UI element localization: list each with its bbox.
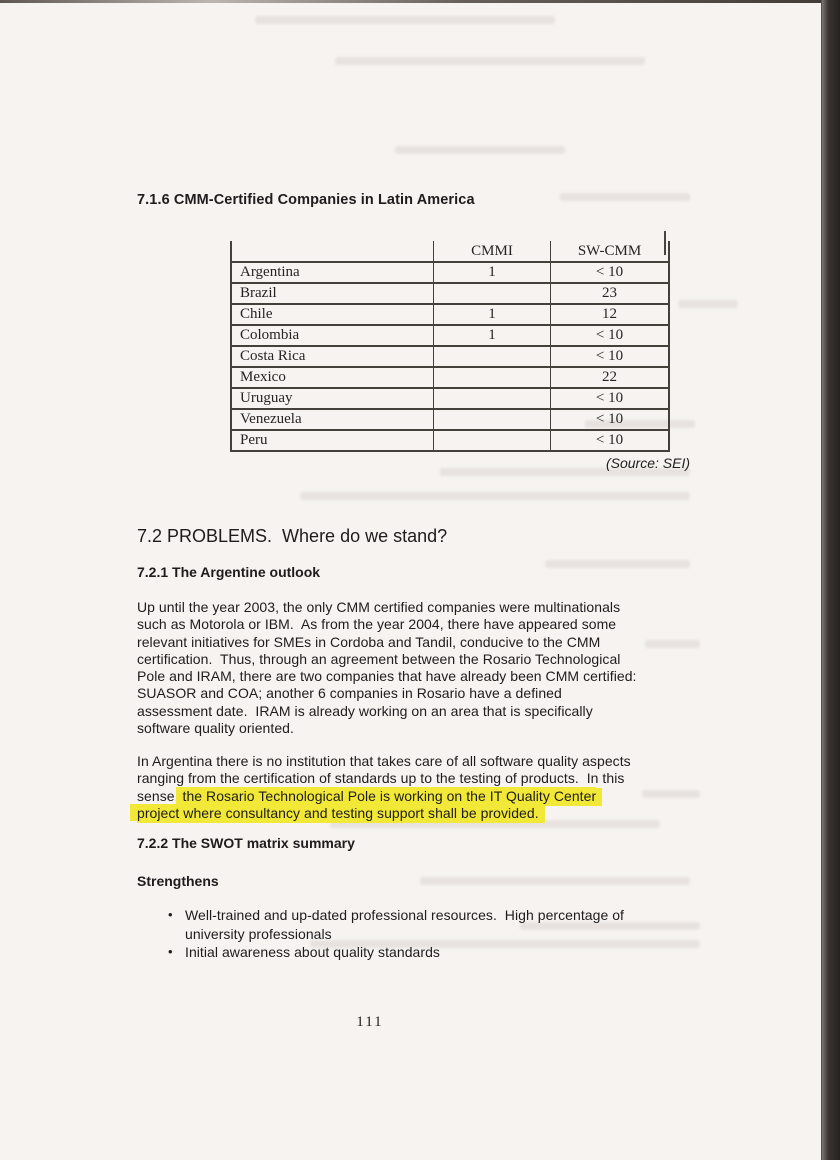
text-line <box>185 906 677 925</box>
value-cell <box>434 409 551 430</box>
value-cell: < 10 <box>551 262 670 283</box>
bullet-icon: • <box>168 907 173 922</box>
text-line <box>137 651 717 668</box>
table-header-row <box>231 241 669 262</box>
text-segment: assessment date. IRAM is already working on an area that is specifically <box>137 702 593 719</box>
table-row <box>231 430 669 451</box>
text-line <box>137 770 717 787</box>
text-segment: ranging from the certification of standards up to the testing of products. In this <box>137 770 625 787</box>
country-cell: Brazil <box>231 283 434 304</box>
country-cell: Costa Rica <box>231 346 434 367</box>
list-item <box>137 943 677 962</box>
value-cell <box>434 430 551 451</box>
section-7-2-heading: 7.2 PROBLEMS. Where do we stand? <box>137 526 448 546</box>
text-segment: Initial awareness about quality standards <box>185 944 440 960</box>
table-row <box>231 409 669 430</box>
text-segment: SUASOR and COA; another 6 companies in Rosario have a defined <box>137 685 562 702</box>
section-7-1-6-heading: 7.1.6 CMM-Certified Companies in Latin America <box>137 192 475 208</box>
text-segment: Up until the year 2003, the only CMM certified companies were multinationals <box>137 599 621 615</box>
table-row <box>231 304 669 325</box>
column-header: SW-CMM <box>551 241 670 262</box>
text-line <box>137 668 717 685</box>
value-cell: 1 <box>434 304 551 325</box>
text-segment: relevant initiatives for SMEs in Cordoba and Tandil, conducive to the CMM <box>137 633 601 650</box>
bleedthrough-artifact <box>395 146 565 154</box>
bleedthrough-artifact <box>678 300 738 308</box>
text-line <box>137 703 717 720</box>
bullet-text <box>185 943 677 962</box>
bleedthrough-artifact <box>560 193 690 201</box>
text-segment: sense, <box>137 787 183 804</box>
value-cell: < 10 <box>551 430 670 451</box>
scan-edge-right <box>821 0 840 1160</box>
country-cell: Venezuela <box>231 409 434 430</box>
table-row <box>231 388 669 409</box>
scan-edge-top <box>0 0 840 3</box>
section-7-2-2-heading: 7.2.2 The SWOT matrix summary <box>137 835 355 851</box>
value-cell: 23 <box>551 283 670 304</box>
bleedthrough-artifact <box>300 492 690 500</box>
cmm-table-header <box>231 241 669 262</box>
text-line <box>137 685 717 702</box>
country-cell: Peru <box>231 430 434 451</box>
bleedthrough-artifact <box>545 560 690 568</box>
text-segment: Well-trained and up-dated professional resources. High percentage of <box>185 907 625 923</box>
table-row <box>231 346 669 367</box>
text-segment: certification. Thus, through an agreement between the Rosario Technological <box>137 650 621 667</box>
country-cell: Mexico <box>231 367 434 388</box>
highlighted-text: project where consultancy and testing support shall be provided. <box>137 804 539 821</box>
country-cell: Colombia <box>231 325 434 346</box>
cmm-certified-table <box>230 241 670 452</box>
text-segment: such as Motorola or IBM. As from the year 2004, there have appeared some <box>137 616 617 633</box>
bullet-text <box>185 906 677 943</box>
text-line <box>137 805 717 822</box>
value-cell: 12 <box>551 304 670 325</box>
value-cell <box>434 346 551 367</box>
value-cell: < 10 <box>551 346 670 367</box>
text-segment: university professionals <box>185 925 332 942</box>
strengths-list <box>137 906 677 962</box>
table-row <box>231 262 669 283</box>
country-cell: Chile <box>231 304 434 325</box>
value-cell <box>434 283 551 304</box>
text-line <box>185 925 677 944</box>
value-cell: 22 <box>551 367 670 388</box>
text-segment: Pole and IRAM, there are two companies that have already been CMM certified: <box>137 668 637 685</box>
text-line <box>137 599 717 616</box>
bleedthrough-artifact <box>420 877 690 885</box>
list-item <box>137 906 677 943</box>
text-line <box>137 753 717 770</box>
highlighted-text: the Rosario Technological Pole is working on the IT Quality Center <box>182 787 597 804</box>
bleedthrough-artifact <box>255 16 555 24</box>
text-line <box>137 788 717 805</box>
value-cell: 1 <box>434 262 551 283</box>
column-header: CMMI <box>434 241 551 262</box>
value-cell: < 10 <box>551 409 670 430</box>
table-source-caption: (Source: SEI) <box>605 455 690 471</box>
table-row <box>231 325 669 346</box>
paragraph-argentine-outlook-2 <box>137 753 717 822</box>
cmm-table-body <box>231 262 669 451</box>
country-cell: Uruguay <box>231 388 434 409</box>
value-cell: < 10 <box>551 325 670 346</box>
table-row <box>231 367 669 388</box>
text-line <box>137 616 717 633</box>
strengths-heading: Strengthens <box>137 873 219 889</box>
text-segment: In Argentina there is no institution that takes care of all software quality aspects <box>137 753 631 769</box>
text-segment: software quality oriented. <box>137 720 294 737</box>
bleedthrough-artifact <box>335 57 645 65</box>
text-line <box>137 720 717 737</box>
country-cell: Argentina <box>231 262 434 283</box>
value-cell: 1 <box>434 325 551 346</box>
value-cell: < 10 <box>551 388 670 409</box>
text-line <box>185 943 677 962</box>
paragraph-argentine-outlook-1 <box>137 599 717 737</box>
text-line <box>137 634 717 651</box>
section-7-2-1-heading: 7.2.1 The Argentine outlook <box>137 564 321 580</box>
column-header <box>231 241 434 262</box>
bullet-icon: • <box>168 944 173 959</box>
table-row <box>231 283 669 304</box>
page-number: 111 <box>356 1014 384 1030</box>
value-cell <box>434 367 551 388</box>
value-cell <box>434 388 551 409</box>
